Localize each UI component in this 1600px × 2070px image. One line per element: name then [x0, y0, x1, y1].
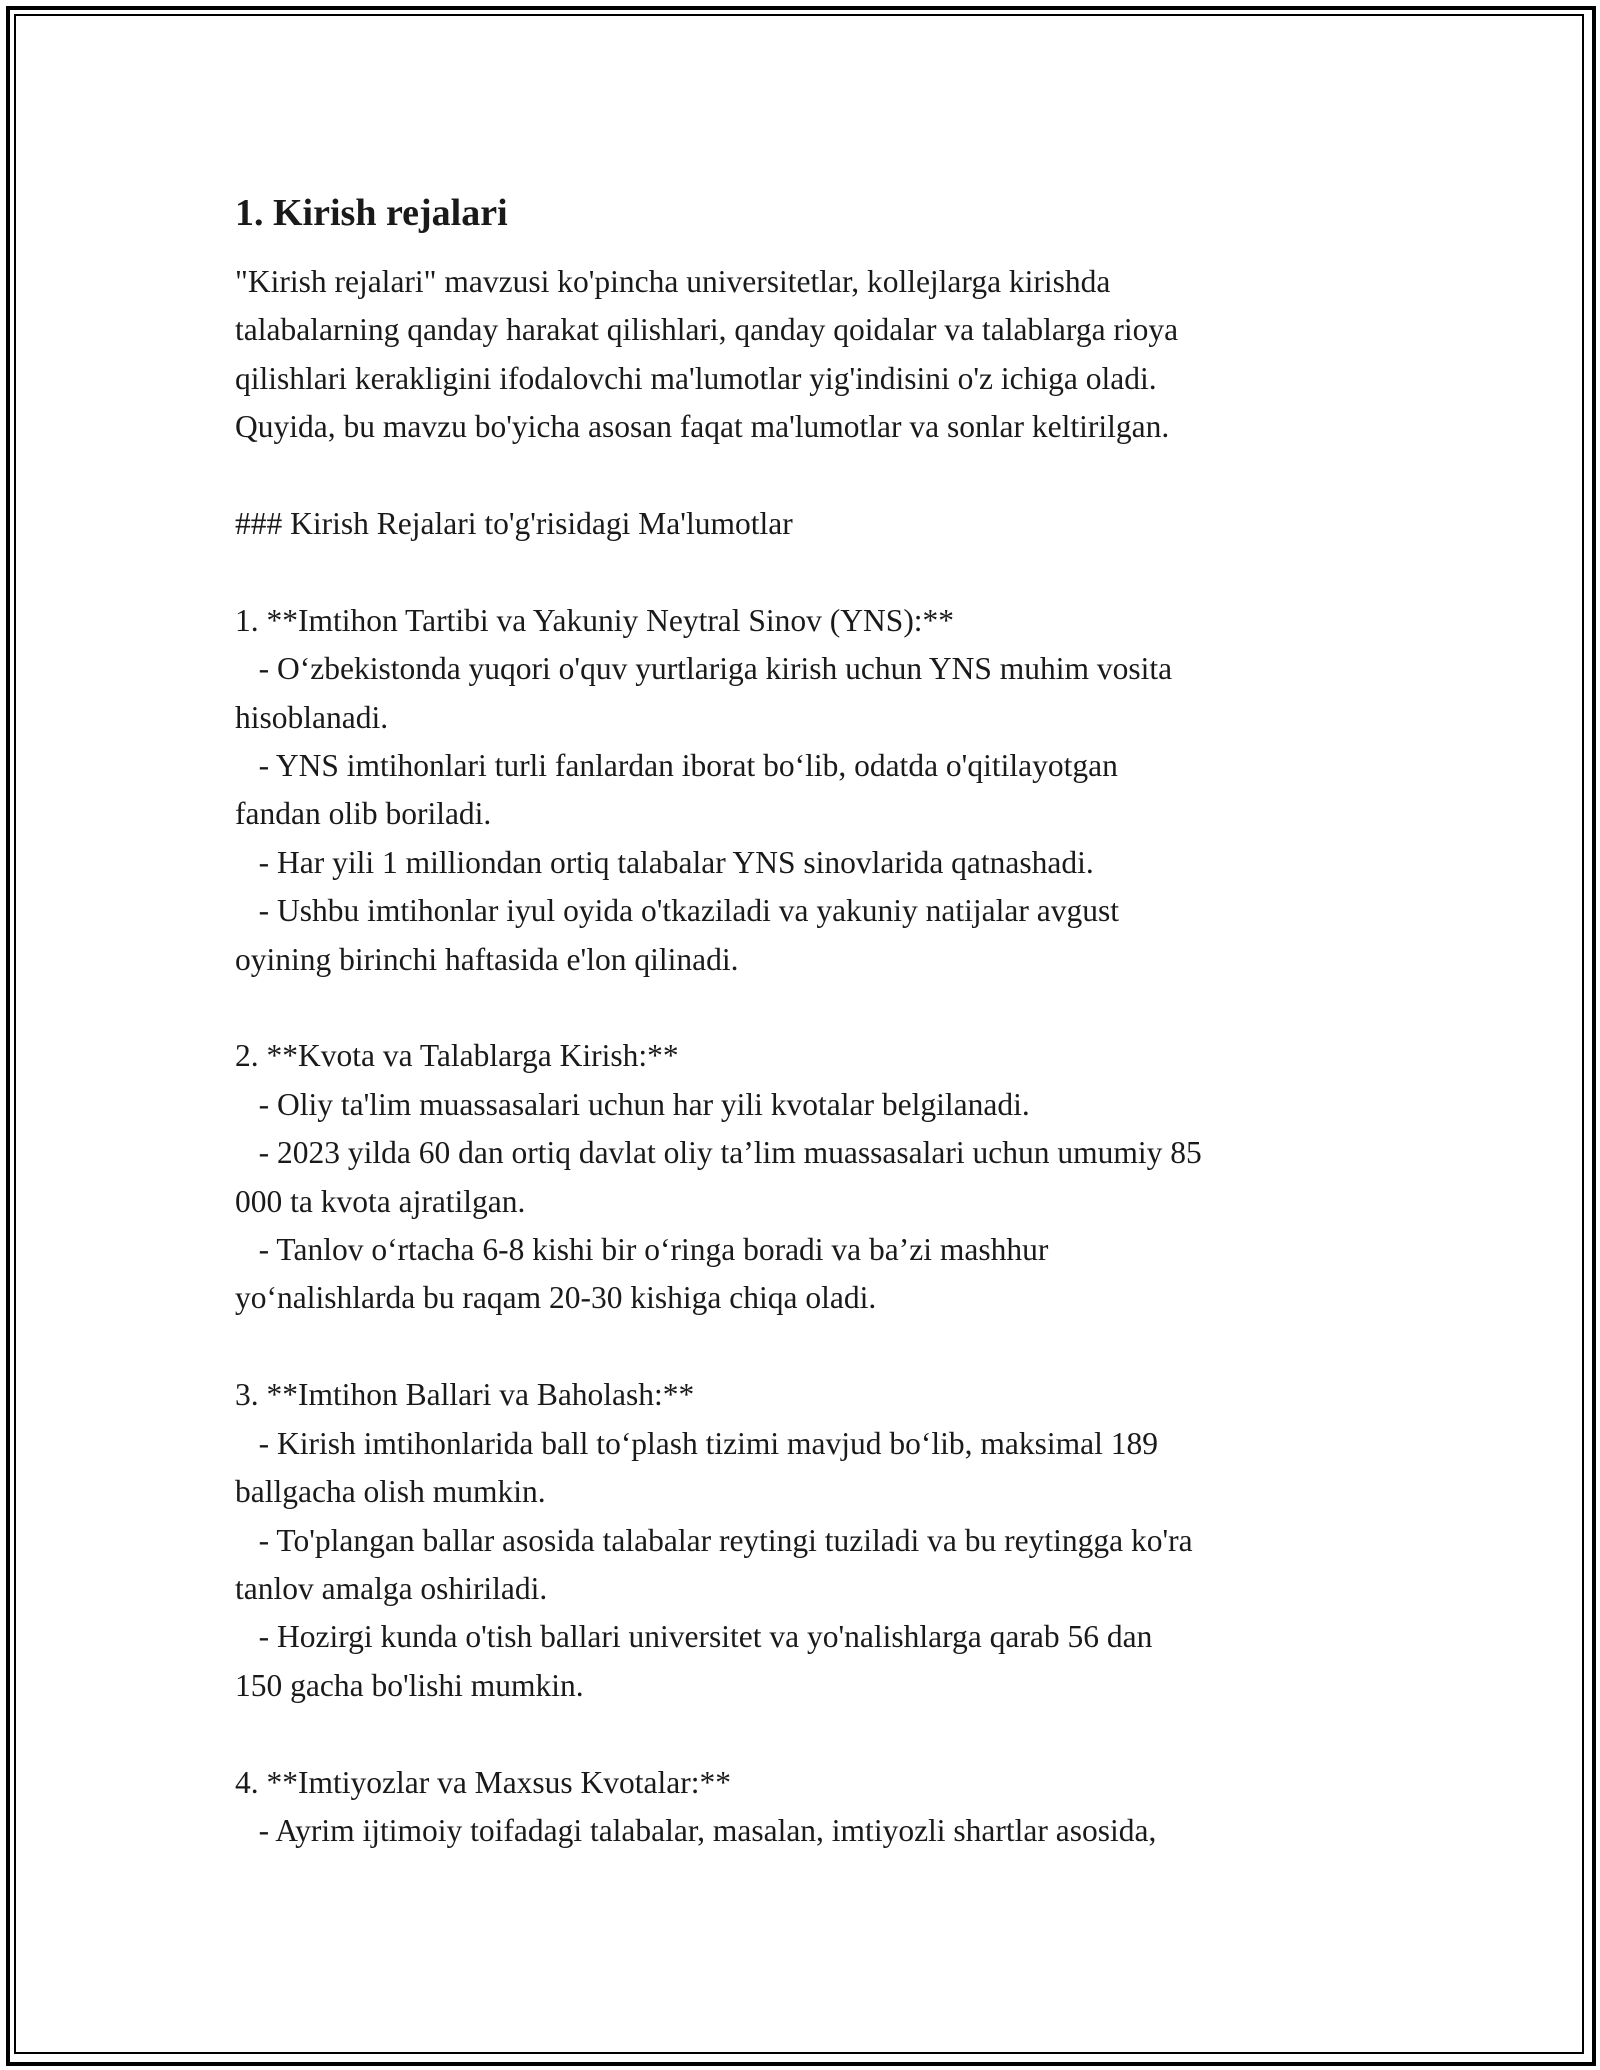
section-heading: 1. Kirish rejalari — [235, 192, 508, 234]
text-line: - To'plangan ballar asosida talabalar reytingi tuziladi va bu reytingga ko'ra — [235, 1522, 1193, 1558]
text-line: - Tanlov o‘rtacha 6-8 kishi bir o‘ringa boradi va ba’zi mashhur — [235, 1232, 1049, 1268]
blank-line — [235, 548, 1385, 596]
text-line: 150 gacha bo'lishi mumkin. — [235, 1667, 584, 1703]
text-line: Quyida, bu mavzu bo'yicha asosan faqat ma'lumotlar va sonlar keltirilgan. — [235, 409, 1170, 445]
blank-line — [235, 1323, 1385, 1371]
text-line: yo‘nalishlarda bu raqam 20-30 kishiga chiqa oladi. — [235, 1280, 877, 1316]
text-line: oyining birinchi haftasida e'lon qilinadi. — [235, 941, 739, 977]
text-line: "Kirish rejalari" mavzusi ko'pincha universitetlar, kollejlarga kirishda — [235, 264, 1111, 299]
text-line: - Hozirgi kunda o'tish ballari universitet va yo'nalishlarga qarab 56 dan — [235, 1619, 1153, 1655]
text-line: - YNS imtihonlari turli fanlardan iborat bo‘lib, odatda o'qitilayotgan — [235, 748, 1118, 784]
text-line: tanlov amalga oshiriladi. — [235, 1570, 548, 1606]
document-body — [235, 188, 1385, 1855]
text-line: - 2023 yilda 60 dan ortiq davlat oliy ta’lim muassasalari uchun umumiy 85 — [235, 1135, 1202, 1171]
text-line: qilishlari kerakligini ifodalovchi ma'lumotlar yig'indisini o'z ichiga oladi. — [235, 360, 1157, 396]
list-item-title: 2. **Kvota va Talablarga Kirish:** — [235, 1038, 679, 1074]
blank-line — [235, 1710, 1385, 1758]
blank-line — [235, 452, 1385, 500]
text-line: - Har yili 1 milliondan ortiq talabalar YNS sinovlarida qatnashadi. — [235, 844, 1094, 880]
text-line: - Ayrim ijtimoiy toifadagi talabalar, masalan, imtiyozli shartlar asosida, — [235, 1812, 1157, 1848]
text-line: talabalarning qanday harakat qilishlari, qanday qoidalar va talablarga rioya — [235, 312, 1179, 348]
text-line: - Ushbu imtihonlar iyul oyida o'tkaziladi va yakuniy natijalar avgust — [235, 893, 1119, 929]
list-item-title: 3. **Imtihon Ballari va Baholash:** — [235, 1377, 695, 1413]
document-text — [235, 258, 1385, 1855]
blank-line — [235, 984, 1385, 1032]
subheading-line: ### Kirish Rejalari to'g'risidagi Ma'lumotlar — [235, 506, 793, 542]
text-line: - O‘zbekistonda yuqori o'quv yurtlariga kirish uchun YNS muhim vosita — [235, 651, 1173, 687]
list-item-title: 4. **Imtiyozlar va Maxsus Kvotalar:** — [235, 1764, 732, 1800]
text-line: 000 ta kvota ajratilgan. — [235, 1183, 526, 1219]
text-line: fandan olib boriladi. — [235, 796, 492, 832]
text-line: - Oliy ta'lim muassasalari uchun har yili kvotalar belgilanadi. — [235, 1086, 1030, 1122]
list-item-title: 1. **Imtihon Tartibi va Yakuniy Neytral Sinov (YNS):** — [235, 602, 955, 638]
text-line: - Kirish imtihonlarida ball to‘plash tizimi mavjud bo‘lib, maksimal 189 — [235, 1425, 1158, 1461]
text-line: hisoblanadi. — [235, 699, 389, 735]
text-line: ballgacha olish mumkin. — [235, 1474, 546, 1510]
